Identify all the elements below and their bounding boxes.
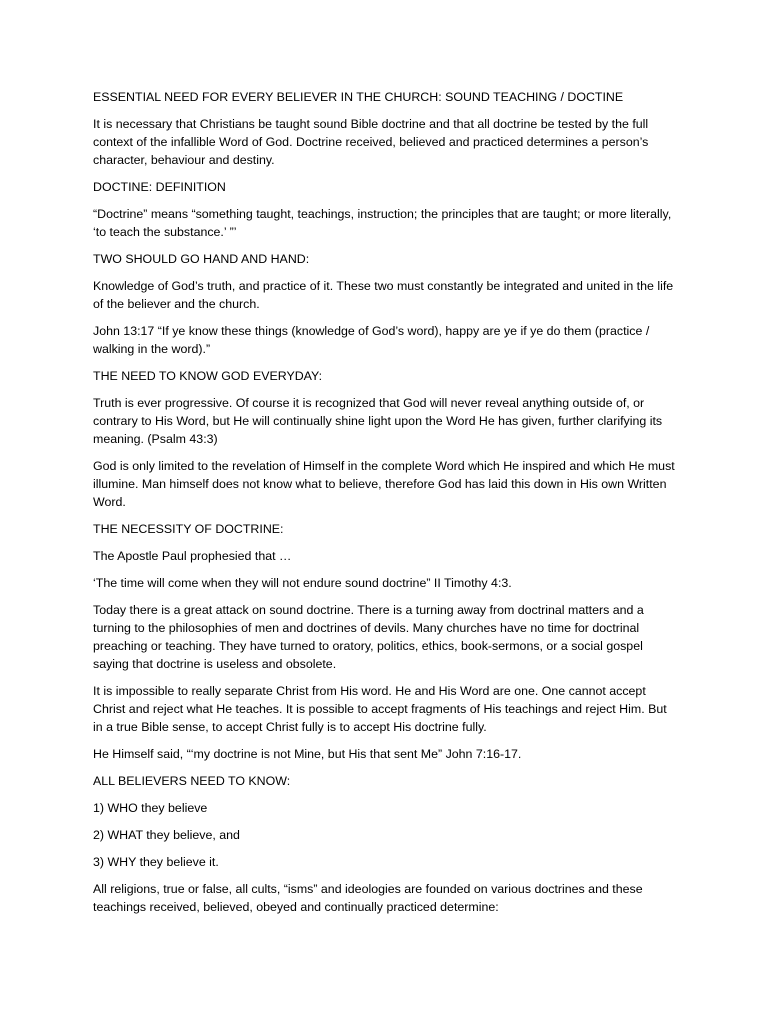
list-item-why: 3) WHY they believe it. [93, 855, 219, 869]
paragraph-religions: All religions, true or false, all cults, “isms” and ideologies are founded on various doctrines and these teachings received, believed, obeyed and continually practiced determine: [93, 882, 643, 914]
list-item-who: 1) WHO they believe [93, 801, 208, 815]
paragraph-christ-and-word: It is impossible to really separate Christ from His word. He and His Word are one. One cannot accept Christ and reject what He teaches. It is possible to accept fragments of His teachings and reject Him. But in a true Bible sense, to accept Christ fully is to accept His doctrine fully. [93, 684, 667, 734]
heading-necessity-of-doctrine: THE NECESSITY OF DOCTRINE: [93, 522, 284, 536]
paragraph-timothy-quote: ‘The time will come when they will not endure sound doctrine” II Timothy 4:3. [93, 576, 512, 590]
paragraph-john-7-16: He Himself said, “‘my doctrine is not Mine, but His that sent Me” John 7:16-17. [93, 747, 522, 761]
heading-know-god-everyday: THE NEED TO KNOW GOD EVERYDAY: [93, 369, 323, 383]
heading-all-believers: ALL BELIEVERS NEED TO KNOW: [93, 774, 291, 788]
document-title: ESSENTIAL NEED FOR EVERY BELIEVER IN THE CHURCH: SOUND TEACHING / DOCTINE [93, 90, 624, 104]
paragraph-revelation: God is only limited to the revelation of Himself in the complete Word which He inspired and which He must illumine. Man himself does not know what to believe, therefore God has laid this down in His own Written Word. [93, 459, 675, 509]
paragraph-truth-progressive: Truth is ever progressive. Of course it is recognized that God will never reveal anything outside of, or contrary to His Word, but He will continually shine light upon the Word He has given, further clarifying its meaning. (Psalm 43:3) [93, 396, 663, 446]
paragraph-attack-on-doctrine: Today there is a great attack on sound doctrine. There is a turning away from doctrinal matters and a turning to the philosophies of men and doctrines of devils. Many churches have no time for doctrinal preaching or teaching. They have turned to oratory, politics, ethics, book-sermons, or a social gospel saying that doctrine is useless and obsolete. [93, 603, 644, 671]
list-item-what: 2) WHAT they believe, and [93, 828, 240, 842]
paragraph-definition: “Doctrine” means “something taught, teachings, instruction; the principles that are taught; or more literally, ‘to teach the substance.’ ”’ [93, 207, 672, 239]
heading-definition: DOCTINE: DEFINITION [93, 180, 226, 194]
paragraph-intro: It is necessary that Christians be taught sound Bible doctrine and that all doctrine be tested by the full context of the infallible Word of God. Doctrine received, believed and practiced determines a person’s character, behaviour and destiny. [93, 117, 649, 167]
heading-hand-and-hand: TWO SHOULD GO HAND AND HAND: [93, 252, 310, 266]
paragraph-john-13-17: John 13:17 “If ye know these things (knowledge of God’s word), happy are ye if ye do them (practice / walking in the word).” [93, 324, 650, 356]
paragraph-knowledge-practice: Knowledge of God’s truth, and practice of it. These two must constantly be integrated and united in the life of the believer and the church. [93, 279, 674, 311]
paragraph-apostle-paul: The Apostle Paul prophesied that … [93, 549, 292, 563]
